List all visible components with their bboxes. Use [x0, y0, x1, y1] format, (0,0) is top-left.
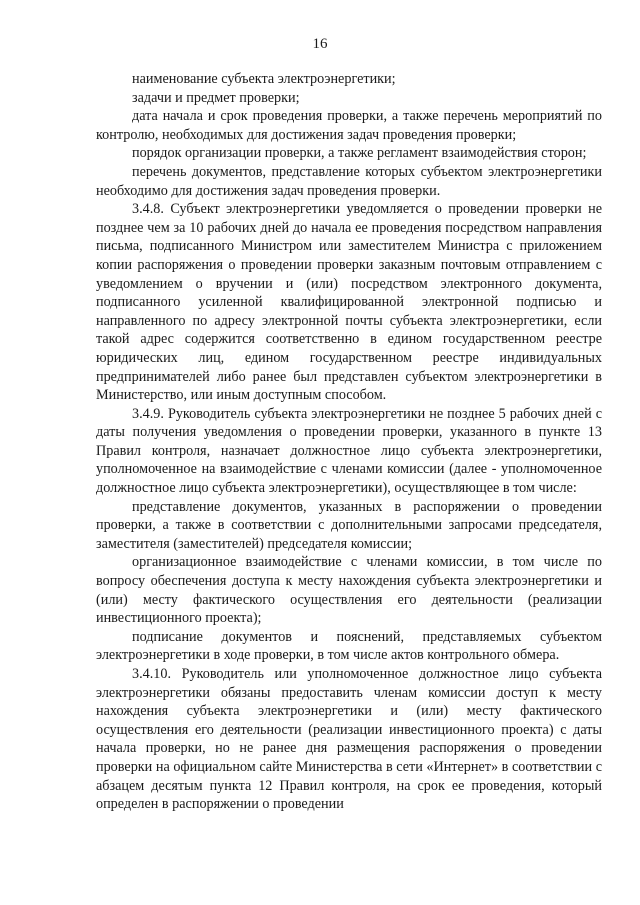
- paragraph-inspection-dates: дата начала и срок проведения проверки, а также перечень мероприятий по контролю, необходимых для достижения задач проведения проверки;: [96, 108, 602, 143]
- paragraph-subject-name: наименование субъекта электроэнергетики;: [132, 71, 396, 87]
- paragraph-document-submission: представление документов, указанных в распоряжении о проведении проверки, а также в соответствии с дополнительными запросами председателя, заместителя (заместителей) председателя комиссии;: [96, 498, 602, 552]
- paragraph-3-4-8: 3.4.8. Субъект электроэнергетики уведомляется о проведении проверки не позднее чем за 10 рабочих дней до начала ее проведения посредством направления письма, подписанного Министром или заместителем Министра с приложением копии распоряжения о проведении проверки заказным почтовым отправлением с уведомлением о вручении и (или) посредством электронного документа, подписанного усиленной квалифицированной электронной подписью и направленного по адресу электронной почты субъекта электроэнергетики, если такой адрес содержится соответственно в едином государственном реестре юридических лиц, едином государственном реестре индивидуальных предпринимателей либо ранее был представлен субъектом электроэнергетики в Министерство, или иным доступным способом.: [96, 201, 602, 404]
- paragraph-3-4-10: 3.4.10. Руководитель или уполномоченное должностное лицо субъекта электроэнергетики обязаны предоставить членам комиссии доступ к месту нахождения субъекта электроэнергетики и (или) месту фактического осуществления его деятельности (реализации инвестиционного проекта) с даты начала проверки, но не ранее дня размещения распоряжения о проведении проверки на официальном сайте Министерства в сети «Интернет» в соответствии с абзацем десятым пункта 12 Правил контроля, на срок ее проведения, который определен в распоряжении о проведении: [96, 666, 602, 813]
- paragraph-document-signing: подписание документов и пояснений, представляемых субъектом электроэнергетики в ходе проверки, в том числе актов контрольного обмера.: [96, 628, 602, 664]
- paragraph-inspection-tasks: задачи и предмет проверки;: [132, 89, 300, 106]
- paragraph-document-list: перечень документов, представление которых субъектом электроэнергетики необходимо для достижения задач проведения проверки.: [96, 163, 602, 199]
- page-number: 16: [312, 36, 328, 52]
- paragraph-3-4-9: 3.4.9. Руководитель субъекта электроэнергетики не позднее 5 рабочих дней с даты получения уведомления о проведении проверки, указанного в пункте 13 Правил контроля, назначает должностное лицо субъекта электроэнергетики, уполномоченное на взаимодействие с членами комиссии (далее - уполномоченное должностное лицо субъекта электроэнергетики), осуществляющее в том числе:: [96, 405, 602, 497]
- paragraph-organizational-interaction: организационное взаимодействие с членами комиссии, в том числе по вопросу обеспечения доступа к месту нахождения субъекта электроэнергетики и (или) месту фактического осуществления его деятельности (реализации инвестиционного проекта);: [96, 554, 602, 627]
- paragraph-inspection-procedure: порядок организации проверки, а также регламент взаимодействия сторон;: [132, 145, 587, 162]
- document-body: [96, 70, 602, 814]
